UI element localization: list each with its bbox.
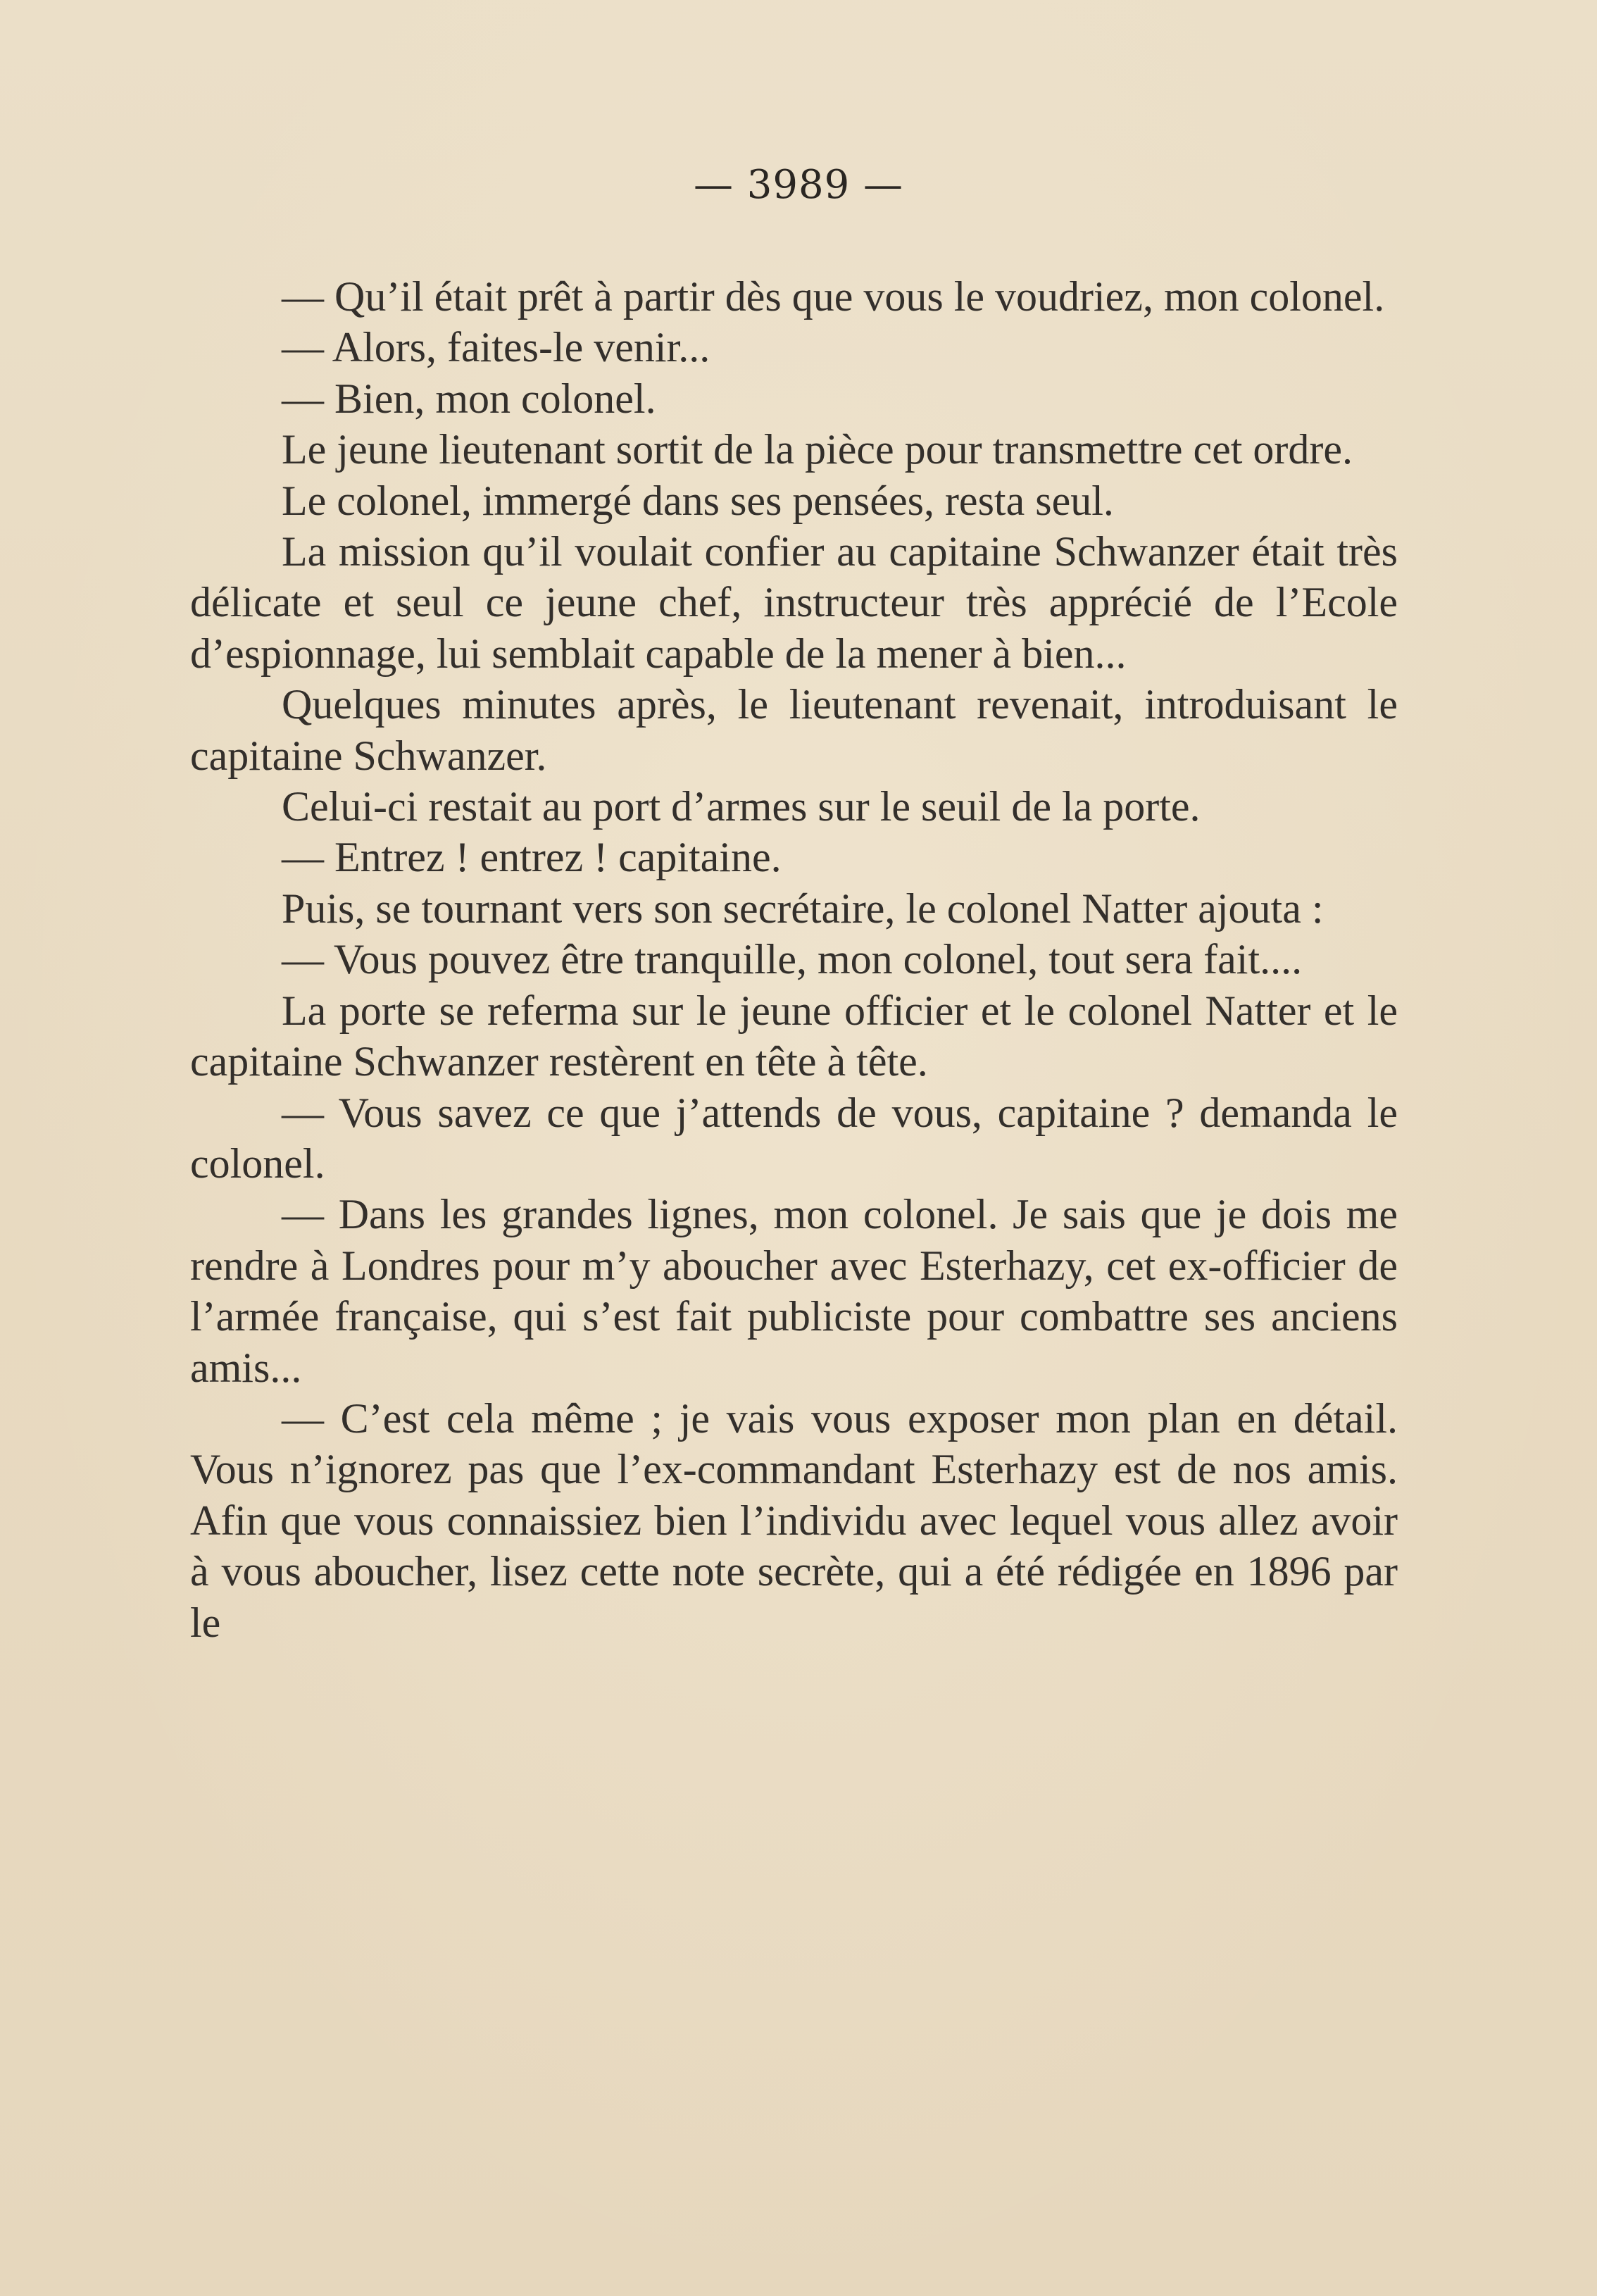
paragraph: — Dans les grandes lignes, mon colonel. Je sais que je dois me rendre à Londres pour m’y aboucher avec Esterhazy, cet ex-officier de l’armée française, qui s’est fait publiciste pour combattre ses anciens amis... — [190, 1191, 1398, 1391]
paragraph: — Alors, faites-le venir... — [282, 324, 710, 371]
paragraph: — Vous savez ce que j’attends de vous, capitaine ? demanda le colonel. — [190, 1089, 1398, 1187]
paragraph: — Entrez ! entrez ! capitaine. — [282, 834, 782, 881]
paragraph: — C’est cela même ; je vais vous exposer mon plan en détail. Vous n’ignorez pas que l’ex-commandant Esterhazy est de nos amis. Afin que vous connaissiez bien l’individu avec lequel vous allez avoir à vous aboucher, lisez cette note secrète, qui a été rédigée en 1896 par le — [190, 1395, 1398, 1646]
paragraph: Le jeune lieutenant sortit de la pièce pour transmettre cet ordre. — [282, 426, 1353, 473]
paragraph: — Bien, mon colonel. — [282, 375, 656, 422]
body-text — [190, 271, 1398, 1648]
paragraph: — Qu’il était prêt à partir dès que vous le voudriez, mon colonel. — [282, 273, 1385, 320]
paragraph: Celui-ci restait au port d’armes sur le seuil de la porte. — [282, 783, 1201, 830]
paragraph: La porte se referma sur le jeune officier et le colonel Natter et le capitaine Schwanzer restèrent en tête à tête. — [190, 987, 1398, 1085]
paragraph: Le colonel, immergé dans ses pensées, resta seul. — [282, 477, 1114, 524]
page-number: — 3989 — — [693, 162, 904, 208]
paragraph: Puis, se tournant vers son secrétaire, le colonel Natter ajouta : — [282, 885, 1324, 932]
paragraph: Quelques minutes après, le lieutenant revenait, introduisant le capitaine Schwanzer. — [190, 681, 1398, 779]
paragraph: La mission qu’il voulait confier au capitaine Schwanzer était très délicate et seul ce jeune chef, instructeur très apprécié de l’Ecole d’espionnage, lui semblait capable de la mener à bien... — [190, 528, 1398, 677]
paragraph: — Vous pouvez être tranquille, mon colonel, tout sera fait.... — [282, 936, 1303, 983]
